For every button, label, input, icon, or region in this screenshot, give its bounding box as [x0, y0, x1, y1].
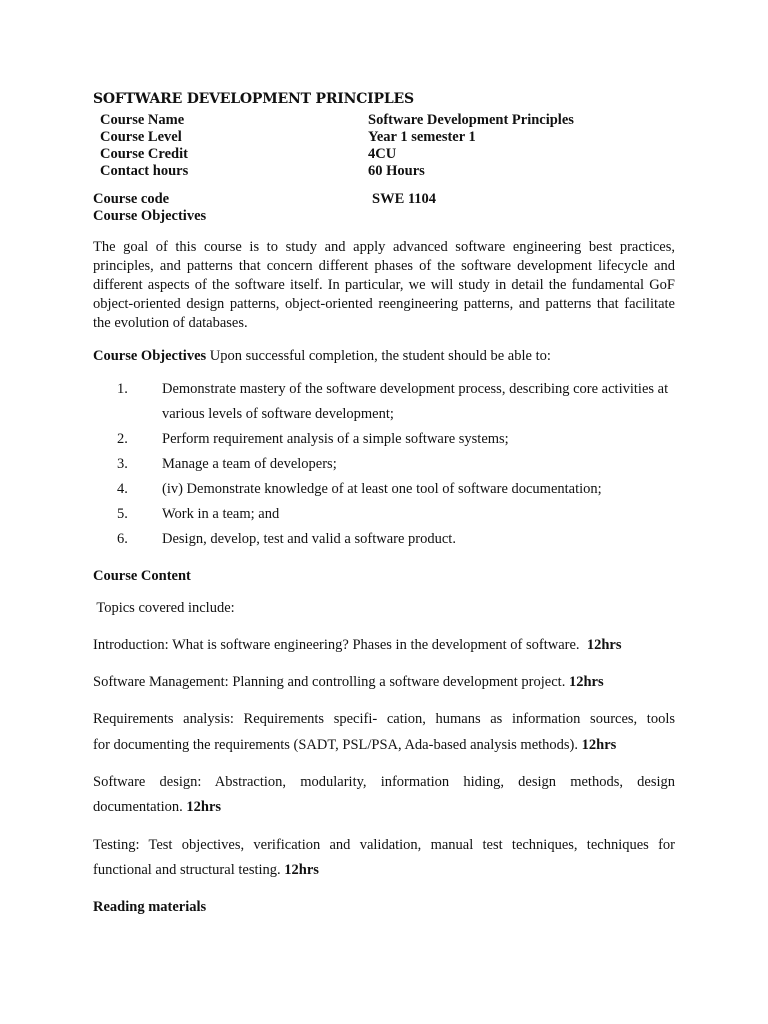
topic-requirements-line2 [93, 736, 675, 755]
reading-heading: Reading materials [93, 899, 207, 915]
list-item-text: Perform requirement analysis of a simple software systems; [162, 431, 509, 447]
info-label: Contact hours [100, 163, 189, 179]
topic-text: Software Management: Planning and controlling a software development project. [93, 674, 566, 690]
info-row-contact-hours [100, 163, 675, 180]
objectives-intro-text: Upon successful completion, the student should be able to: [206, 348, 551, 364]
info-label: Course Credit [100, 146, 188, 162]
info-row-course-name [100, 112, 675, 129]
topic-hours: 12hrs [581, 737, 617, 753]
topic-requirements-line1: Requirements analysis: Requirements specifi- cation, humans as information sources, tools [93, 711, 675, 727]
objectives-intro-label: Course Objectives [93, 348, 207, 364]
page-title: SOFTWARE DEVELOPMENT PRINCIPLES [93, 91, 414, 107]
info-row-course-credit [100, 146, 675, 163]
objectives-heading: Course Objectives [93, 208, 207, 224]
list-item-number: 1. [117, 381, 128, 397]
info-label: Course Name [100, 112, 185, 128]
info-value: 4CU [368, 146, 397, 162]
list-item-text: (iv) Demonstrate knowledge of at least one tool of software documentation; [162, 481, 602, 497]
list-item [93, 427, 675, 452]
topic-text: functional and structural testing. [93, 862, 281, 878]
list-item [93, 527, 675, 552]
list-item-number: 4. [117, 481, 128, 497]
topic-text: Introduction: What is software engineering? Phases in the development of software. [93, 637, 580, 653]
list-item-number: 3. [117, 456, 128, 472]
topic-text: documentation. [93, 799, 183, 815]
list-item [93, 477, 675, 502]
topic-testing-line2 [93, 861, 675, 880]
info-value: Software Development Principles [368, 112, 574, 128]
list-item-text: Work in a team; and [162, 506, 280, 522]
list-item-number: 5. [117, 506, 128, 522]
objectives-intro [93, 347, 551, 366]
topic-introduction [93, 636, 675, 655]
list-item-text: Demonstrate mastery of the software development process, describing core activities at various levels of software development; [162, 381, 669, 422]
topic-design-line2 [93, 798, 675, 817]
content-heading: Course Content [93, 568, 191, 584]
list-item-number: 2. [117, 431, 128, 447]
list-item [93, 502, 675, 527]
topic-hours: 12hrs [568, 674, 604, 690]
info-label: Course code [93, 191, 170, 207]
topic-hours: 12hrs [186, 799, 222, 815]
info-row-course-code [93, 191, 668, 208]
list-item-text: Design, develop, test and valid a software product. [162, 531, 456, 547]
topic-testing-line1: Testing: Test objectives, verification and validation, manual test techniques, techniques for [93, 837, 675, 853]
topic-text: for documenting the requirements (SADT, PSL/PSA, Ada-based analysis methods). [93, 737, 579, 753]
topic-design-line1: Software design: Abstraction, modularity, information hiding, design methods, design [93, 774, 675, 790]
topic-hours: 12hrs [284, 862, 319, 878]
list-item-number: 6. [117, 531, 128, 547]
list-item [93, 377, 675, 427]
topic-hours: 12hrs [586, 637, 622, 653]
objectives-list [93, 377, 675, 552]
info-value: Year 1 semester 1 [368, 129, 476, 145]
info-label: Course Level [100, 129, 182, 145]
course-code-value: SWE 1104 [372, 191, 437, 207]
info-row-course-level [100, 129, 675, 146]
topic-software-management [93, 673, 675, 692]
topics-intro: Topics covered include: [93, 600, 235, 616]
goal-paragraph: The goal of this course is to study and apply advanced software engineering best practices, principles, and patterns that concern different phases of the software development lifecycle and different aspects of the software itself. In particular, we will study in detail the fundamental GoF object-oriented design patterns, object-oriented reengineering patterns, and patterns that facilitate the evolution of databases. [93, 239, 675, 331]
document-page [93, 0, 675, 1024]
info-value: 60 Hours [368, 163, 425, 179]
list-item [93, 452, 675, 477]
list-item-text: Manage a team of developers; [162, 456, 337, 472]
